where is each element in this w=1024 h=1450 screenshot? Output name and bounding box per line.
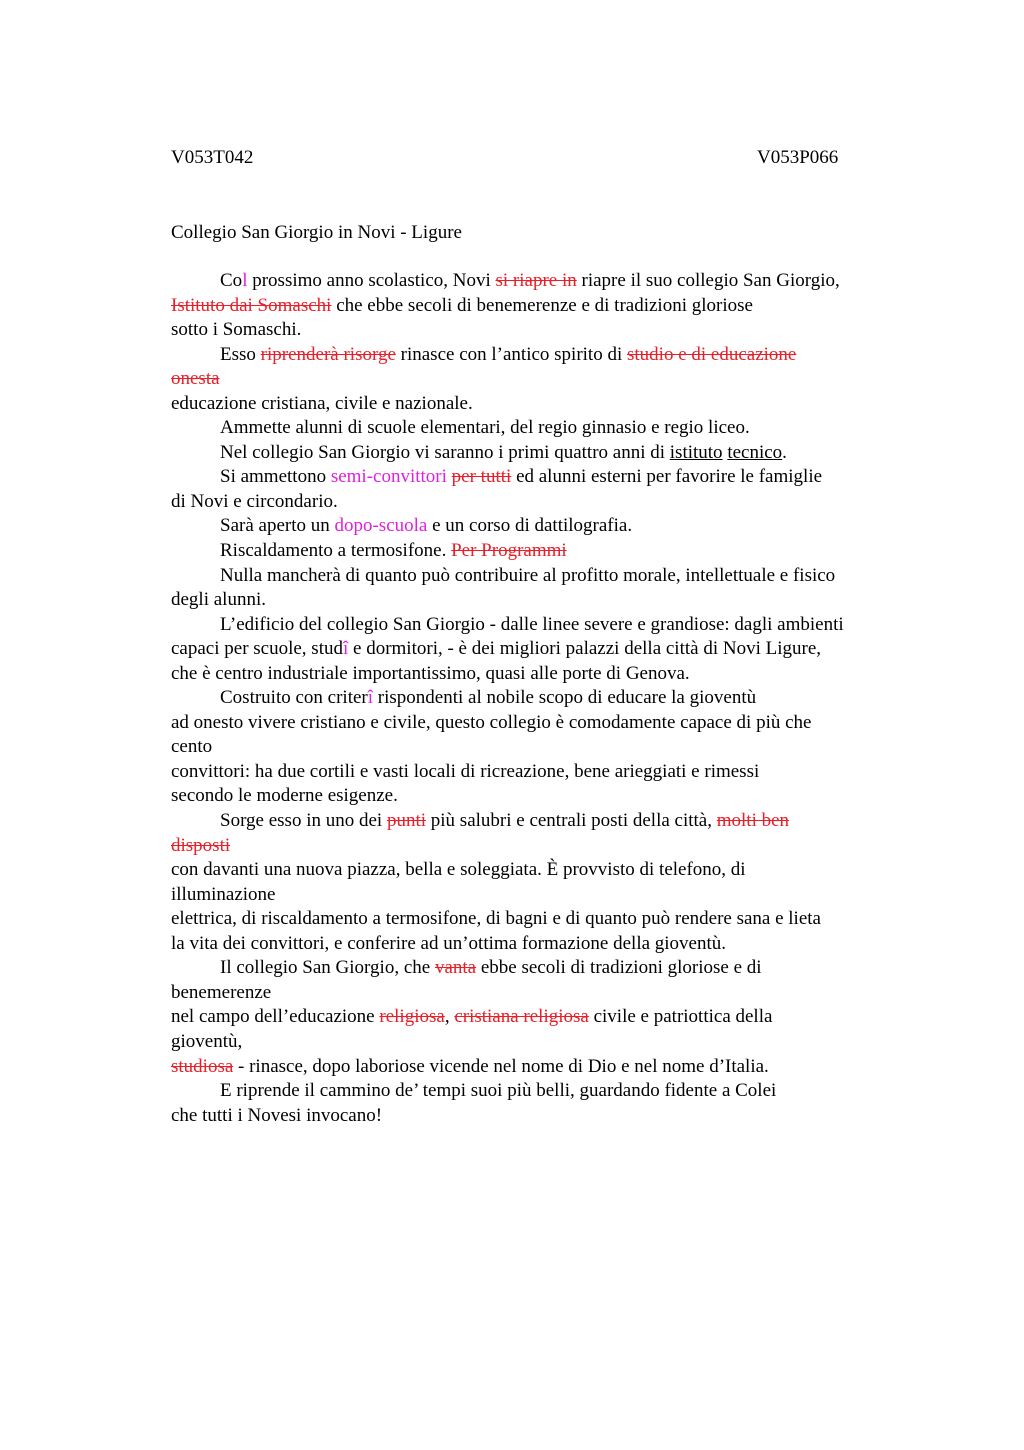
inserted-text: î — [342, 638, 349, 660]
text-line — [171, 834, 911, 859]
text-line — [171, 1005, 911, 1030]
deleted-text: Per Programmi — [451, 540, 567, 562]
text-segment: educazione cristiana, civile e nazionale. — [171, 392, 473, 414]
text-segment: Nulla mancherà di quanto può contribuire al profitto morale, intellettuale e fisico — [220, 564, 836, 586]
text-segment: rispondenti al nobile scopo di educare la gioventù — [373, 687, 757, 709]
inserted-text: semi-convittori — [330, 466, 447, 488]
text-line — [171, 1030, 911, 1055]
text-segment: capaci per scuole, stud — [171, 638, 343, 660]
text-line — [171, 564, 911, 589]
text-line — [171, 294, 911, 319]
deleted-text: onesta — [171, 368, 220, 390]
deleted-text: studio e di educazione — [627, 343, 797, 365]
text-line — [171, 367, 911, 392]
text-segment: che ebbe secoli di benemerenze e di tradizioni gloriose — [331, 294, 753, 316]
text-line — [171, 539, 911, 564]
inserted-text: dopo-scuola — [334, 515, 428, 537]
deleted-text: Istituto dai Somaschi — [171, 294, 332, 316]
text-segment: cento — [171, 736, 213, 758]
text-segment: la vita dei convittori, e conferire ad un’ottima formazione della gioventù. — [171, 932, 727, 954]
text-segment: nel campo dell’educazione — [171, 1006, 380, 1028]
text-line — [171, 760, 911, 785]
text-segment: Sarà aperto un — [220, 515, 335, 537]
text-segment: prossimo anno scolastico, Novi — [247, 270, 496, 291]
text-segment: ebbe secoli di tradizioni gloriose e di — [476, 957, 762, 979]
text-line — [171, 711, 911, 736]
deleted-text: riprenderà risorge — [260, 343, 396, 365]
text-segment: ad onesto vivere cristiano e civile, questo collegio è comodamente capace di più che — [171, 711, 812, 733]
deleted-text: vanta — [434, 957, 477, 979]
deleted-text: per tutti — [451, 466, 512, 488]
deleted-text: molti ben — [716, 810, 790, 832]
deleted-text: punti — [386, 810, 427, 832]
underlined-text: tecnico — [727, 441, 783, 463]
deleted-text: si riapre in — [495, 270, 577, 291]
text-segment: secondo le moderne esigenze. — [171, 785, 398, 807]
text-segment: - rinasce, dopo laboriose vicende nel nome di Dio e nel nome d’Italia. — [233, 1055, 769, 1077]
text-segment: Nel collegio San Giorgio vi saranno i primi quattro anni di — [220, 441, 670, 463]
text-line — [171, 662, 911, 687]
text-segment: e dormitori, - è dei migliori palazzi della città di Novi Ligure, — [348, 638, 822, 660]
inserted-text: î — [367, 687, 374, 709]
text-line — [171, 318, 911, 343]
text-segment: con davanti una nuova piazza, bella e soleggiata. È provvisto di telefono, di — [171, 859, 746, 881]
text-segment: gioventù, — [171, 1030, 243, 1052]
text-segment: Ammette alunni di scuole elementari, del regio ginnasio e regio liceo. — [220, 417, 750, 439]
text-line — [171, 686, 911, 711]
text-line — [171, 809, 911, 834]
text-line — [171, 465, 911, 490]
document-title: Collegio San Giorgio in Novi - Ligure — [171, 222, 462, 243]
header-left-code: V053T042 — [171, 147, 254, 168]
inserted-text: l — [242, 270, 248, 291]
text-segment: Si ammettono — [220, 466, 331, 488]
underlined-text: istituto — [669, 441, 723, 463]
text-line — [171, 1079, 911, 1104]
text-segment: elettrica, di riscaldamento a termosifone, di bagni e di quanto può rendere sana e lieta — [171, 908, 821, 930]
text-segment: . — [782, 441, 787, 463]
text-segment: L’edificio del collegio San Giorgio - dalle linee severe e grandiose: dagli ambienti — [220, 613, 844, 635]
text-segment: ed alunni esterni per favorire le famiglie — [511, 466, 823, 488]
text-segment: rinasce con l’antico spirito di — [395, 343, 627, 365]
text-segment: civile e patriottica della — [588, 1006, 773, 1028]
text-line — [171, 907, 911, 932]
text-line — [171, 858, 911, 883]
deleted-text: religiosa — [379, 1006, 445, 1028]
deleted-text: studiosa — [171, 1055, 234, 1077]
text-segment: convittori: ha due cortili e vasti locali di ricreazione, bene arieggiati e rimessi — [171, 760, 760, 782]
text-line — [171, 343, 911, 368]
text-segment: e un corso di dattilografia. — [427, 515, 633, 537]
deleted-text: cristiana religiosa — [454, 1006, 589, 1028]
text-segment: benemerenze — [171, 981, 272, 1003]
text-segment: che tutti i Novesi invocano! — [171, 1104, 383, 1126]
text-line — [171, 490, 911, 515]
text-line — [171, 735, 911, 760]
text-segment: Il collegio San Giorgio, che — [220, 957, 435, 979]
text-segment: sotto i Somaschi. — [171, 319, 302, 341]
text-segment: illuminazione — [171, 883, 276, 905]
text-line — [171, 784, 911, 809]
text-segment: Esso — [220, 343, 261, 365]
text-line — [171, 588, 911, 613]
text-segment: riapre il suo collegio San Giorgio, — [576, 270, 840, 291]
text-line — [171, 956, 911, 981]
text-line — [171, 981, 911, 1006]
text-segment: Sorge esso in uno dei — [220, 810, 387, 832]
text-line — [171, 613, 911, 638]
text-segment: più salubri e centrali posti della città, — [426, 810, 717, 832]
text-segment: che è centro industriale importantissimo, quasi alle porte di Genova. — [171, 662, 690, 684]
text-line — [171, 441, 911, 466]
text-segment: Co — [220, 270, 243, 291]
text-segment: , — [444, 1006, 455, 1028]
text-line — [171, 269, 911, 294]
text-line — [171, 637, 911, 662]
text-segment: Costruito con criter — [220, 687, 368, 709]
text-line — [171, 1104, 911, 1129]
text-line — [171, 416, 911, 441]
text-segment: E riprende il cammino de’ tempi suoi più belli, guardando fidente a Colei — [220, 1080, 777, 1102]
text-line — [171, 1055, 911, 1080]
document-body — [171, 269, 911, 1128]
text-line — [171, 392, 911, 417]
text-segment: Riscaldamento a termosifone. — [220, 540, 452, 562]
header-right-code: V053P066 — [757, 147, 839, 168]
text-segment: di Novi e circondario. — [171, 490, 338, 512]
text-line — [171, 932, 911, 957]
text-segment: degli alunni. — [171, 589, 266, 611]
deleted-text: disposti — [171, 834, 231, 856]
text-line — [171, 883, 911, 908]
text-line — [171, 514, 911, 539]
